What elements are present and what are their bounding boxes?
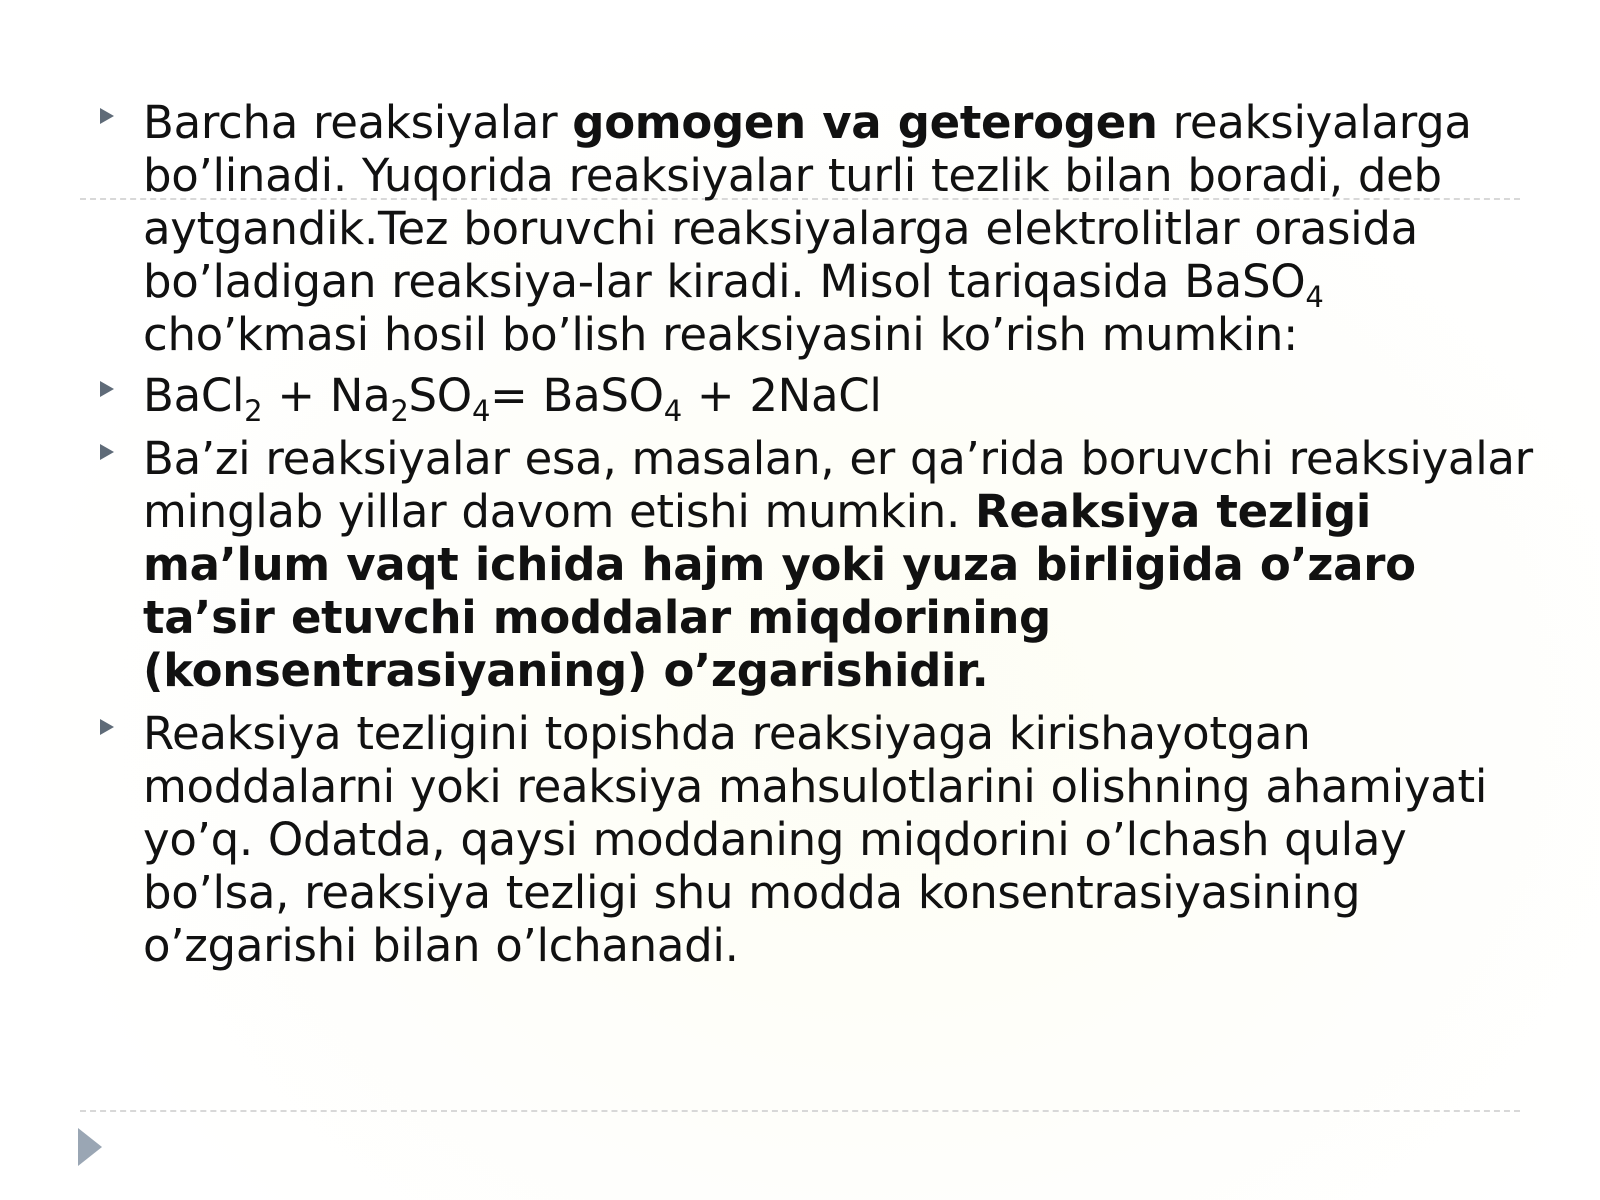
bullet-text-part: Ba’zi reaksiyalar esa, masalan, er qa’rida boruvchi reaksiyalar minglab yillar davom etishi mumkin. xyxy=(143,432,1533,538)
bottom-divider xyxy=(80,1110,1520,1112)
triangle-bullet-icon xyxy=(95,432,143,484)
bullet-text-part: cho’kmasi hosil bo’lish reaksiyasini ko’rish mumkin: xyxy=(143,308,1298,361)
bullet-text-part: reaksiyalarga bo’linadi. Yuqorida reaksiyalar turli tezlik bilan boradi, deb aytgandik.Tez boruvchi reaksiyalarga elektrolitlar orasida bo’ladigan reaksiya-lar kiradi. Misol tariqasida BaSO xyxy=(143,96,1472,308)
equation-part: BaCl xyxy=(143,369,245,422)
equation-part: = BaSO xyxy=(490,369,664,422)
equation-part: + Na xyxy=(262,369,391,422)
subscript: 4 xyxy=(663,394,682,428)
chemical-equation xyxy=(143,369,1535,428)
subscript: 4 xyxy=(1305,280,1324,314)
subscript: 4 xyxy=(471,394,491,428)
triangle-bullet-icon xyxy=(95,96,143,148)
bullet-text xyxy=(143,96,1535,361)
bullet-item xyxy=(95,707,1535,972)
equation-part: SO xyxy=(408,369,472,422)
subscript: 2 xyxy=(244,394,263,428)
equation-part: + 2NaCl xyxy=(681,369,882,422)
triangle-bullet-icon xyxy=(95,369,143,421)
bullet-item xyxy=(95,96,1535,361)
subscript: 2 xyxy=(390,394,409,428)
bullet-item xyxy=(95,369,1535,428)
bullet-text xyxy=(143,432,1535,697)
triangle-arrow-icon xyxy=(78,1128,102,1166)
bullet-text: Reaksiya tezligini topishda reaksiyaga kirishayotgan moddalarni yoki reaksiya mahsulotlarini olishning ahamiyati yo’q. Odatda, qaysi moddaning miqdorini o’lchash qulay bo’lsa, reaksiya tezligi shu modda konsentrasiyasining o’zgarishi bilan o’lchanadi. xyxy=(143,707,1488,972)
bullet-text-part: Barcha reaksiyalar xyxy=(143,96,573,149)
triangle-bullet-icon xyxy=(95,707,143,759)
definition-bold-text: Reaksiya tezligi ma’lum vaqt ichida hajm yoki yuza birligida o’zaro ta’sir etuvchi moddalar miqdorining (konsentrasiyaning) o’zgarishidir. xyxy=(143,485,1416,697)
bullet-item xyxy=(95,432,1535,697)
slide-body xyxy=(95,96,1535,972)
bullet-bold-text: gomogen va geterogen xyxy=(572,96,1158,149)
